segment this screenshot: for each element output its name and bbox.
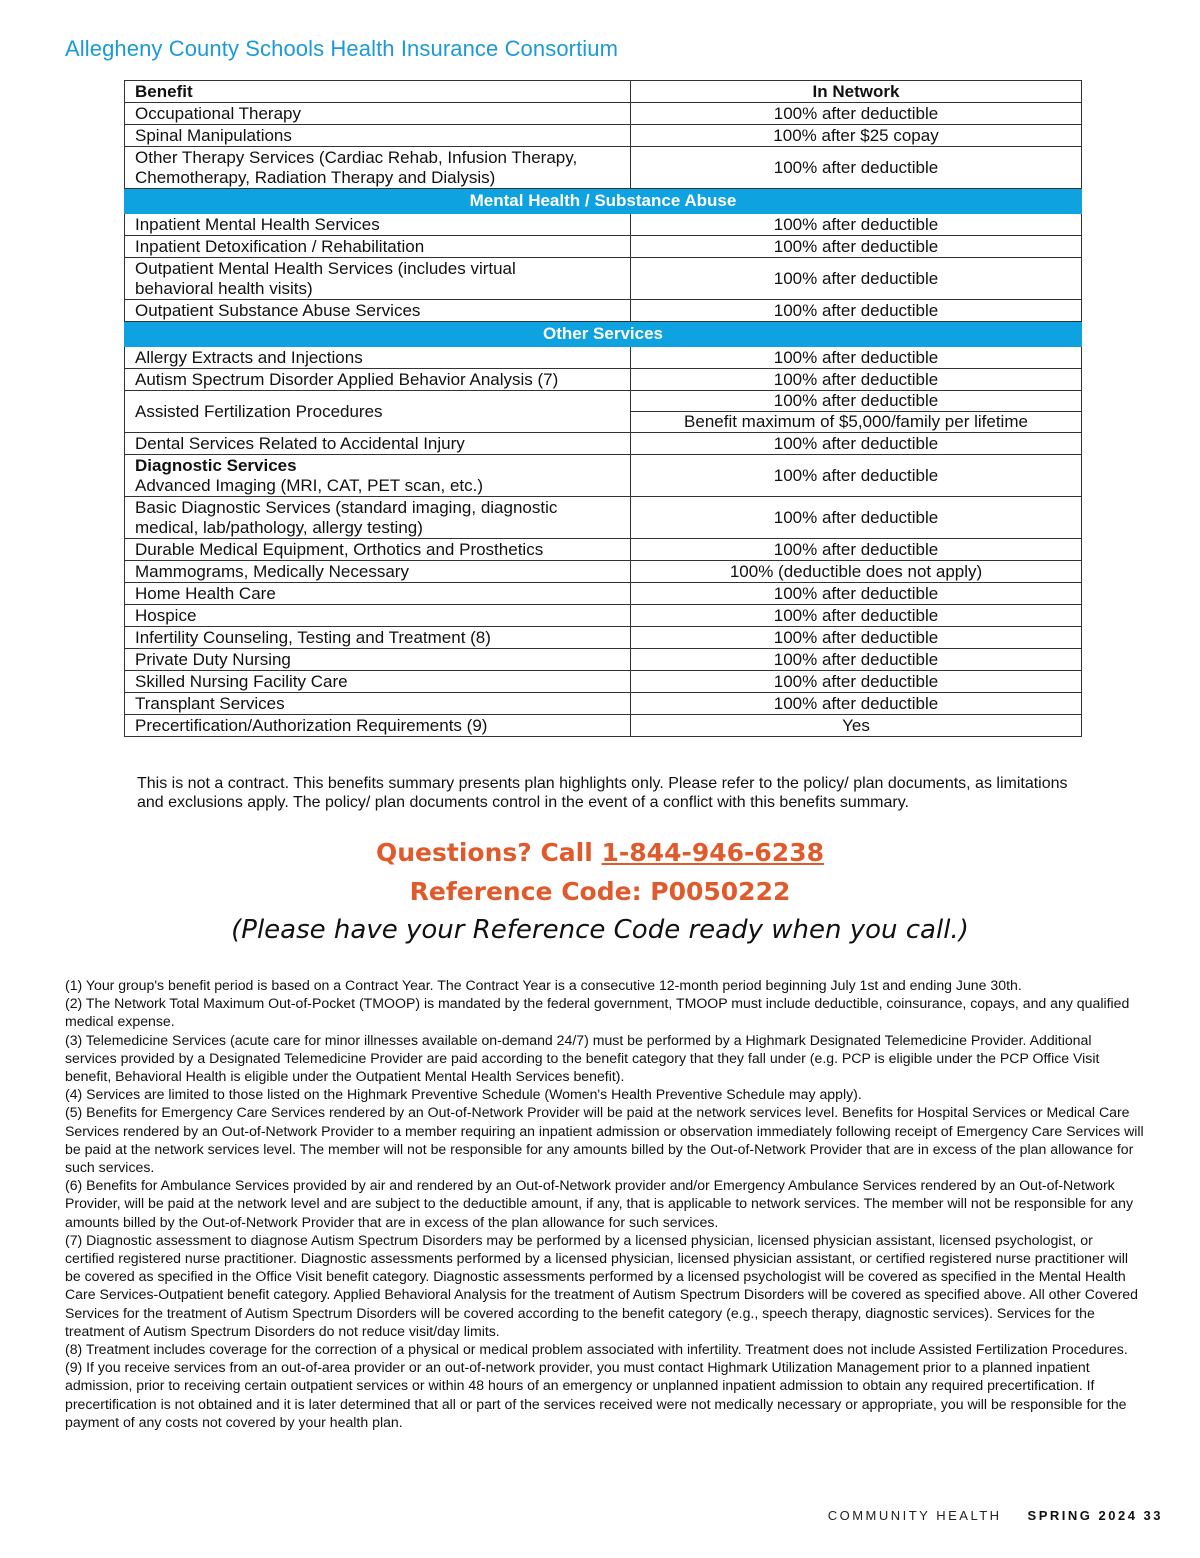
table-row bbox=[125, 715, 1082, 737]
benefit-line: medical, lab/pathology, allergy testing) bbox=[135, 517, 423, 537]
phone-link[interactable]: 1-844-946-6238 bbox=[601, 838, 824, 867]
network-cell: 100% after deductible bbox=[631, 214, 1082, 236]
network-cell: 100% after deductible bbox=[631, 433, 1082, 455]
table-row bbox=[125, 561, 1082, 583]
benefit-cell: Durable Medical Equipment, Orthotics and Prosthetics bbox=[125, 539, 631, 561]
benefit-cell: Allergy Extracts and Injections bbox=[125, 347, 631, 369]
network-cell: 100% after deductible bbox=[631, 605, 1082, 627]
questions-line bbox=[0, 838, 1200, 867]
column-header-in-network: In Network bbox=[631, 81, 1082, 103]
benefit-cell: Spinal Manipulations bbox=[125, 125, 631, 147]
reference-code: Reference Code: P0050222 bbox=[409, 877, 791, 906]
network-cell: 100% after deductible bbox=[631, 497, 1082, 539]
footnotes bbox=[65, 976, 1145, 1431]
benefit-cell: Home Health Care bbox=[125, 583, 631, 605]
benefit-cell: Inpatient Detoxification / Rehabilitation bbox=[125, 236, 631, 258]
network-cell: 100% after deductible bbox=[631, 649, 1082, 671]
network-cell: 100% after deductible bbox=[631, 627, 1082, 649]
table-row bbox=[125, 433, 1082, 455]
section-header-other-services bbox=[125, 322, 1082, 347]
network-cell: 100% after deductible bbox=[631, 583, 1082, 605]
table-row bbox=[125, 497, 1082, 539]
benefit-cell: Precertification/Authorization Requirements (9) bbox=[125, 715, 631, 737]
page-title: Allegheny County Schools Health Insurance Consortium bbox=[65, 36, 619, 61]
network-cell: 100% after deductible bbox=[631, 258, 1082, 300]
table-row bbox=[125, 258, 1082, 300]
network-cell: 100% after $25 copay bbox=[631, 125, 1082, 147]
network-cell: 100% after deductible bbox=[631, 671, 1082, 693]
table-row bbox=[125, 649, 1082, 671]
table-row bbox=[125, 627, 1082, 649]
network-cell: 100% after deductible bbox=[631, 539, 1082, 561]
footnote: (7) Diagnostic assessment to diagnose Autism Spectrum Disorders may be performed by a licensed physician, licensed physician assistant, licensed psychologist, or certified registered nurse practitioner. Diagnostic assessments performed by a licensed physician, licensed physician assistant, or certified registered nurse practitioner will be covered as specified in the Office Visit benefit category. Diagnostic assessments performed by a licensed psychologist will be covered as specified in the Mental Health Care Services-Outpatient benefit category. Applied Behavioral Analysis for the treatment of Autism Spectrum Disorders will be covered as specified above. All other Covered Services for the treatment of Autism Spectrum Disorders will be covered according to the benefit category (e.g., speech therapy, diagnostic services). Services for the treatment of Autism Spectrum Disorders do not reduce visit/day limits. bbox=[65, 1231, 1138, 1339]
table-row bbox=[125, 369, 1082, 391]
benefits-table bbox=[124, 80, 1082, 737]
benefit-cell bbox=[125, 497, 631, 539]
benefit-cell: Hospice bbox=[125, 605, 631, 627]
benefit-cell: Dental Services Related to Accidental Injury bbox=[125, 433, 631, 455]
network-cell: 100% after deductible bbox=[631, 455, 1082, 497]
questions-label: Questions? Call bbox=[375, 838, 602, 867]
benefit-cell: Assisted Fertilization Procedures bbox=[125, 391, 631, 433]
footnote: (9) If you receive services from an out-of-area provider or an out-of-network provider, you must contact Highmark Utilization Management prior to a planned inpatient admission, prior to receiving certain outpatient services or within 48 hours of an emergency or unplanned inpatient admission to obtain any required precertification. If precertification is not obtained and it is later determined that all or part of the services received were not medically necessary or appropriate, you will be responsible for the payment of any costs not covered by your health plan. bbox=[65, 1359, 1127, 1430]
table-header-row bbox=[125, 81, 1082, 103]
benefit-line: Other Therapy Services (Cardiac Rehab, Infusion Therapy, bbox=[135, 147, 578, 167]
benefit-line: Basic Diagnostic Services (standard imaging, diagnostic bbox=[135, 497, 558, 517]
issue-and-page: SPRING 2024 33 bbox=[1027, 1508, 1163, 1523]
network-cell: 100% after deductible bbox=[631, 391, 1082, 412]
section-title: Mental Health / Substance Abuse bbox=[125, 189, 1082, 214]
benefit-cell bbox=[125, 147, 631, 189]
table-row bbox=[125, 539, 1082, 561]
benefit-cell: Autism Spectrum Disorder Applied Behavior Analysis (7) bbox=[125, 369, 631, 391]
benefit-cell: Transplant Services bbox=[125, 693, 631, 715]
benefit-cell bbox=[125, 455, 631, 497]
table-row bbox=[125, 671, 1082, 693]
page-footer bbox=[828, 1508, 1163, 1523]
footnote: (4) Services are limited to those listed on the Highmark Preventive Schedule (Women's Health Preventive Schedule may apply). bbox=[65, 1086, 862, 1103]
table-row bbox=[125, 103, 1082, 125]
benefit-cell: Inpatient Mental Health Services bbox=[125, 214, 631, 236]
network-cell: 100% after deductible bbox=[631, 693, 1082, 715]
network-cell: 100% (deductible does not apply) bbox=[631, 561, 1082, 583]
table-row bbox=[125, 455, 1082, 497]
table-row bbox=[125, 391, 1082, 412]
table-row bbox=[125, 236, 1082, 258]
table-row bbox=[125, 693, 1082, 715]
benefit-cell bbox=[125, 258, 631, 300]
benefit-cell: Infertility Counseling, Testing and Treatment (8) bbox=[125, 627, 631, 649]
footnote: (1) Your group's benefit period is based on a Contract Year. The Contract Year is a consecutive 12-month period beginning July 1st and ending June 30th. bbox=[65, 977, 1022, 993]
network-cell: 100% after deductible bbox=[631, 369, 1082, 391]
network-cell: 100% after deductible bbox=[631, 103, 1082, 125]
disclaimer-text: This is not a contract. This benefits summary presents plan highlights only. Please refer to the policy/ plan documents, as limitations and exclusions apply. The policy/ plan documents control in the event of a conflict with this benefits summary. bbox=[137, 775, 1068, 811]
benefit-line: behavioral health visits) bbox=[135, 278, 313, 298]
footnote: (5) Benefits for Emergency Care Services rendered by an Out-of-Network Provider will be paid at the network services level. Benefits for Hospital Services or Medical Care Services rendered by an Out-of-Network Provider to a member requiring an inpatient admission or observation immediately following receipt of Emergency Care Services will be paid at the network services level. The member will not be responsible for any amounts billed by the Out-of-Network Provider that are in excess of the plan allowance for such services. bbox=[65, 1104, 1144, 1176]
benefit-line: Advanced Imaging (MRI, CAT, PET scan, etc.) bbox=[135, 475, 484, 495]
footnote: (3) Telemedicine Services (acute care for minor illnesses available on-demand 24/7) must be performed by a Highmark Designated Telemedicine Provider. Additional services provided by a Designated Telemedicine Provider are paid according to the benefit category that they fall under (e.g. PCP is eligible under the PCP Office Visit benefit, Behavioral Health is eligible under the Outpatient Mental Health Services benefit). bbox=[65, 1031, 1100, 1085]
table-row bbox=[125, 125, 1082, 147]
network-cell: 100% after deductible bbox=[631, 347, 1082, 369]
network-cell: 100% after deductible bbox=[631, 300, 1082, 322]
footnote: (6) Benefits for Ambulance Services provided by air and rendered by an Out-of-Network provider and/or Emergency Ambulance Services rendered by an Out-of-Network Provider, will be paid at the network level and are subject to the deductible amount, if any, that is applicable to network services. The member will not be responsible for any amounts billed by the Out-of-Network Provider that are in excess of the plan allowance for such services. bbox=[65, 1177, 1134, 1230]
reference-note: (Please have your Reference Code ready when you call.) bbox=[231, 915, 969, 945]
benefit-heading: Diagnostic Services bbox=[135, 455, 297, 475]
network-cell: Yes bbox=[631, 715, 1082, 737]
network-cell: 100% after deductible bbox=[631, 147, 1082, 189]
footnote: (2) The Network Total Maximum Out-of-Pocket (TMOOP) is mandated by the federal government, TMOOP must include deductible, coinsurance, copays, and any qualified medical expense. bbox=[65, 995, 1130, 1030]
table-row bbox=[125, 300, 1082, 322]
table-row bbox=[125, 214, 1082, 236]
table-row bbox=[125, 347, 1082, 369]
table-row bbox=[125, 147, 1082, 189]
table-row bbox=[125, 583, 1082, 605]
benefit-cell: Occupational Therapy bbox=[125, 103, 631, 125]
benefit-line: Outpatient Mental Health Services (includes virtual bbox=[135, 258, 516, 278]
footnote: (8) Treatment includes coverage for the correction of a physical or medical problem associated with infertility. Treatment does not include Assisted Fertilization Procedures. bbox=[65, 1341, 1128, 1358]
section-header-mental-health bbox=[125, 189, 1082, 214]
benefit-cell: Outpatient Substance Abuse Services bbox=[125, 300, 631, 322]
network-cell: Benefit maximum of $5,000/family per lifetime bbox=[631, 412, 1082, 433]
benefit-cell: Skilled Nursing Facility Care bbox=[125, 671, 631, 693]
table-row bbox=[125, 605, 1082, 627]
network-cell: 100% after deductible bbox=[631, 236, 1082, 258]
benefit-line: Chemotherapy, Radiation Therapy and Dialysis) bbox=[135, 167, 496, 187]
magazine-name: COMMUNITY HEALTH bbox=[827, 1508, 1002, 1523]
benefit-cell: Mammograms, Medically Necessary bbox=[125, 561, 631, 583]
section-title: Other Services bbox=[125, 322, 1082, 347]
column-header-benefit: Benefit bbox=[125, 81, 631, 103]
benefit-cell: Private Duty Nursing bbox=[125, 649, 631, 671]
